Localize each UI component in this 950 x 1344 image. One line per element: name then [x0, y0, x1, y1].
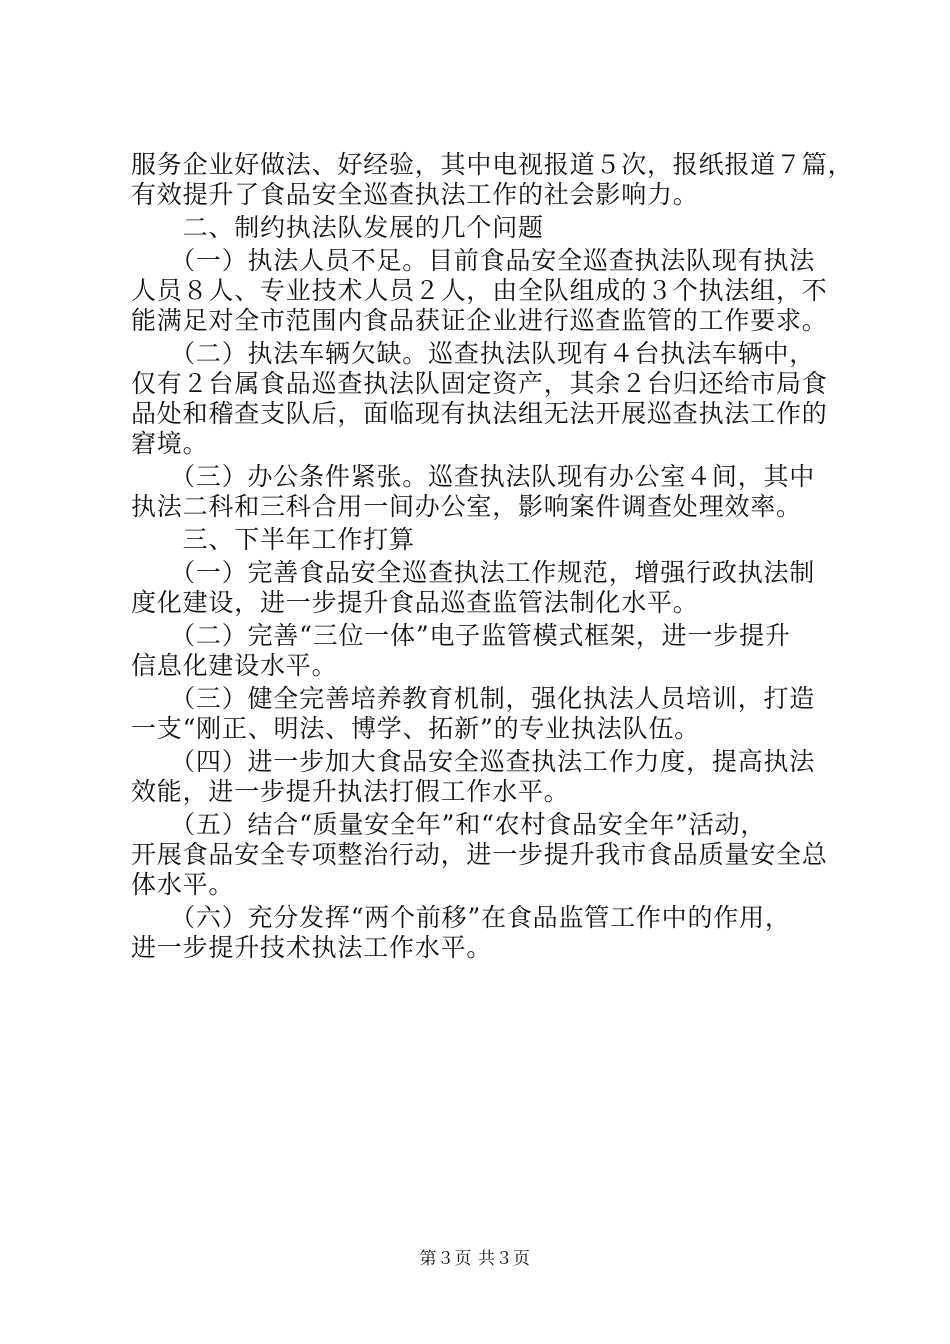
text-line: 度化建设，进一步提升食品巡查监管法制化水平。	[131, 588, 699, 617]
text-line: 有效提升了食品安全巡查执法工作的社会影响力。	[131, 180, 699, 209]
document-body	[131, 150, 854, 963]
text-line: 信息化建设水平。	[131, 651, 338, 680]
text-line: 仅有２台属食品巡查执法队固定资产，其余２台归还给市局食	[131, 369, 828, 398]
text-line: （一）执法人员不足。目前食品安全巡查执法队现有执法	[131, 246, 816, 275]
text-line: （四）进一步加大食品安全巡查执法工作力度，提高执法	[131, 747, 816, 776]
text-line: （二）执法车辆欠缺。巡查执法队现有４台执法车辆中，	[131, 339, 816, 368]
text-line: 一支“刚正、明法、博学、拓新”的专业执法队伍。	[131, 714, 700, 743]
section-heading: 三、下半年工作打算	[131, 525, 415, 554]
text-line: （二）完善“三位一体”电子监管模式框架，进一步提升	[131, 621, 791, 650]
text-line: 人员８人、专业技术人员２人，由全队组成的３个执法组，不	[131, 276, 828, 305]
text-line: 进一步提升技术执法工作水平。	[131, 933, 493, 962]
section-heading: 二、制约执法队发展的几个问题	[131, 213, 544, 242]
text-line: （五）结合“质量安全年”和“农村食品安全年”活动，	[131, 810, 767, 839]
text-line: 品处和稽查支队后，面临现有执法组无法开展巡查执法工作的	[131, 399, 828, 428]
text-line: （三）健全完善培养教育机制，强化执法人员培训，打造	[131, 684, 816, 713]
text-line: 效能，进一步提升执法打假工作水平。	[131, 777, 570, 806]
page-number-footer: 第３页 共３页	[419, 1249, 531, 1269]
text-line: 开展食品安全专项整治行动，进一步提升我市食品质量安全总	[131, 840, 828, 869]
text-line: （三）办公条件紧张。巡查执法队现有办公室４间，其中	[131, 462, 816, 491]
text-line: 体水平。	[131, 870, 235, 899]
text-line: （六）充分发挥“两个前移”在食品监管工作中的作用，	[131, 903, 791, 932]
text-line: 能满足对全市范围内食品获证企业进行巡查监管的工作要求。	[131, 306, 828, 335]
text-line: 窘境。	[131, 429, 209, 458]
text-line: 执法二科和三科合用一间办公室，影响案件调查处理效率。	[131, 492, 802, 521]
text-line: （一）完善食品安全巡查执法工作规范，增强行政执法制	[131, 558, 816, 587]
text-line: 服务企业好做法、好经验，其中电视报道５次，报纸报道７篇，	[131, 150, 854, 179]
